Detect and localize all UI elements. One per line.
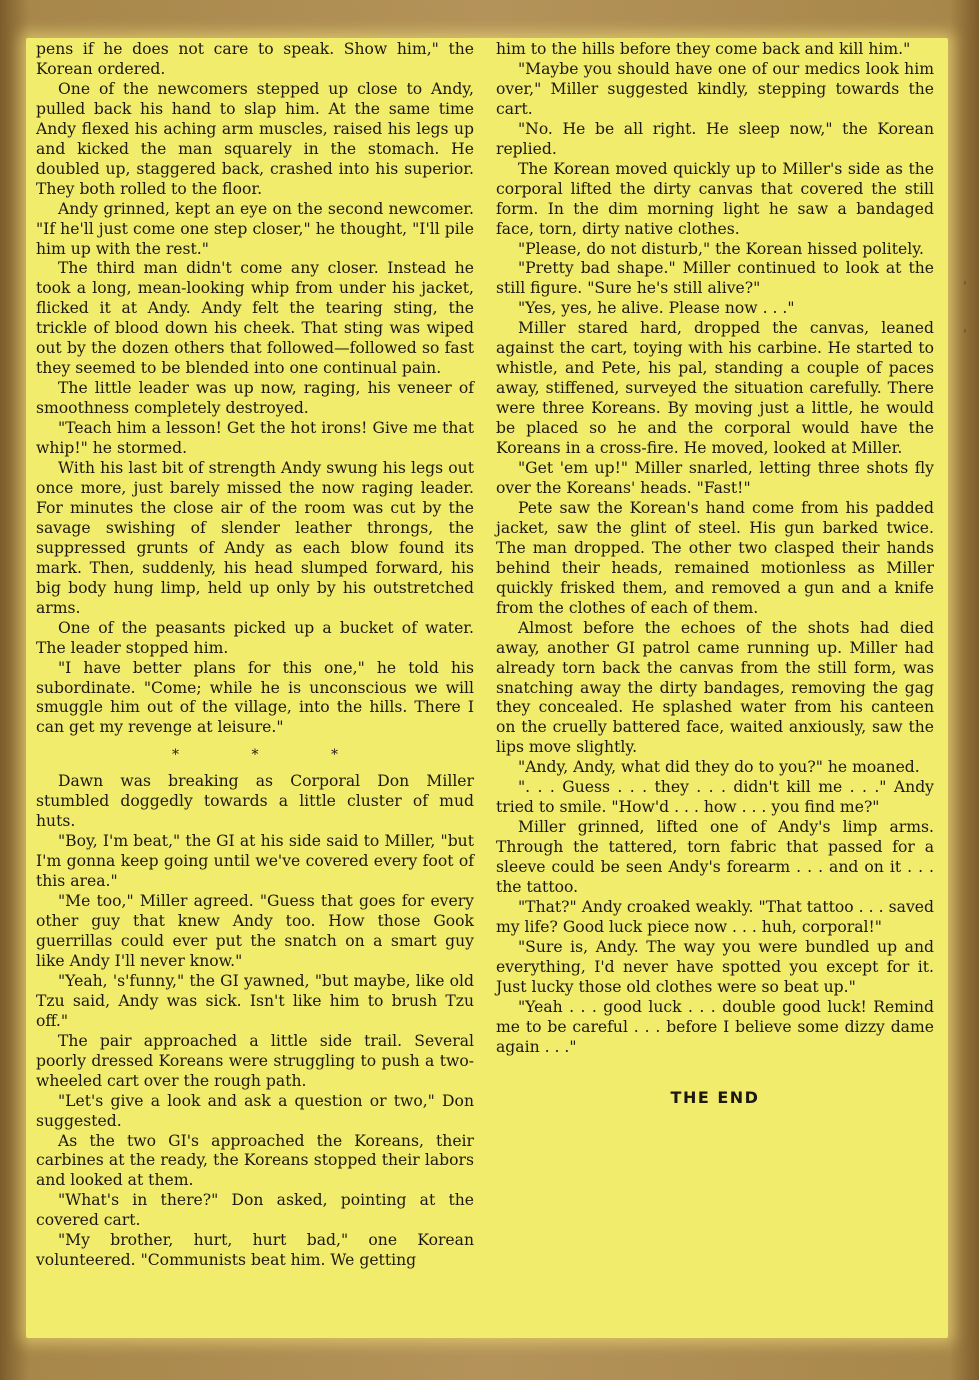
story-paragraph: "My brother, hurt, hurt bad," one Korean volunteered. "Communists beat him. We getting <box>36 1231 474 1270</box>
story-paragraph: ". . . Guess . . . they . . . didn't kill me . . ." Andy tried to smile. "How'd . . . how . . . you find me?" <box>496 778 934 817</box>
margin-tick-mark: ˈ <box>963 280 967 296</box>
story-paragraph: "Yeah . . . good luck . . . double good luck! Remind me to be careful . . . before I believe some dizzy dame again . . ." <box>496 997 934 1056</box>
story-paragraph: With his last bit of strength Andy swung his legs out once more, just barely missed the now raging leader. For minutes the close air of the room was cut by the savage swishing of slender leather throngs, the suppressed grunts of Andy as each blow found its mark. Then, suddenly, his head slumped forward, his big body hung limp, held up only by his outstretched arms. <box>36 459 474 617</box>
story-paragraph: One of the peasants picked up a bucket of water. The leader stopped him. <box>36 618 474 657</box>
margin-tick-mark: ˈ <box>963 328 967 344</box>
story-paragraph: As the two GI's approached the Koreans, their carbines at the ready, the Koreans stopped their labors and looked at them. <box>36 1131 474 1190</box>
story-paragraph: "Andy, Andy, what did they do to you?" he moaned. <box>518 758 920 777</box>
story-paragraph: him to the hills before they come back and kill him." <box>496 40 911 58</box>
story-paragraph: "What's in there?" Don asked, pointing at the covered cart. <box>36 1191 474 1230</box>
story-paragraph: "Maybe you should have one of our medics look him over," Miller suggested kindly, stepping towards the cart. <box>496 59 934 118</box>
story-paragraph: "Get 'em up!" Miller snarled, letting three shots fly over the Koreans' heads. "Fast!" <box>496 459 934 497</box>
story-paragraph: "Yeah, 's'funny," the GI yawned, "but maybe, like old Tzu said, Andy was sick. Isn't like him to brush Tzu off." <box>36 971 474 1030</box>
story-paragraph: "Sure is, Andy. The way you were bundled up and everything, I'd never have spotted you except for it. Just lucky those old clothes were so beat up." <box>496 937 934 996</box>
story-paragraph: "No. He be all right. He sleep now," the Korean replied. <box>496 119 934 158</box>
story-paragraph: "Me too," Miller agreed. "Guess that goes for every other guy that knew Andy too. How those Gook guerrillas could ever put the snatch on a smart guy like Andy I'll never know." <box>36 892 474 970</box>
story-paragraph: Andy grinned, kept an eye on the second newcomer. "If he'll just come one step closer," he thought, "I'll pile him up with the rest." <box>36 199 474 258</box>
section-break: * * * <box>172 747 372 764</box>
story-paragraph: Almost before the echoes of the shots had died away, another GI patrol came running up. Miller had already torn back the canvas from the still form, was snatching away the dirty bandages, removing the gag they concealed. He splashed water from his canteen on the cruelly battered face, waited anxiously, saw the lips move slightly. <box>496 618 934 757</box>
story-paragraph: The third man didn't come any closer. Instead he took a long, mean-looking whip from under his jacket, flicked it at Andy. Andy felt the tearing sting, the trickle of blood down his cheek. That sting was wiped out by the dozen others that followed—followed so fast they seemed to be blended into one continual pain. <box>36 259 474 378</box>
story-paragraph: Pete saw the Korean's hand come from his padded jacket, saw the glint of steel. His gun barked twice. The man dropped. The other two clasped their hands behind their heads, remained motionless as Miller quickly frisked them, and removed a gun and a knife from the clothes of each of them. <box>496 498 934 617</box>
story-paragraph: The pair approached a little side trail. Several poorly dressed Koreans were struggling to push a two-wheeled cart over the rough path. <box>36 1031 474 1090</box>
story-paragraph: The Korean moved quickly up to Miller's side as the corporal lifted the dirty canvas that covered the still form. In the dim morning light he saw a bandaged face, torn, dirty native clothes. <box>496 159 934 238</box>
story-paragraph: "Teach him a lesson! Get the hot irons! Give me that whip!" he stormed. <box>36 419 474 458</box>
story-paragraph: Miller stared hard, dropped the canvas, leaned against the cart, toying with his carbine. He started to whistle, and Pete, his pal, standing a couple of paces away, stiffened, surveyed the situation carefully. There were three Koreans. By moving just a little, he would be placed so he and the corporal would have the Koreans in a cross-fire. He moved, looked at Miller. <box>496 319 934 458</box>
story-paragraph: Miller grinned, lifted one of Andy's limp arms. Through the tattered, torn fabric that passed for a sleeve could be seen Andy's forearm . . . and on it . . . the tattoo. <box>496 818 934 897</box>
right-text-column <box>496 40 934 1108</box>
story-paragraph: pens if he does not care to speak. Show him," the Korean ordered. <box>36 40 474 78</box>
story-paragraph: "Yes, yes, he alive. Please now . . ." <box>518 299 795 318</box>
story-paragraph: "I have better plans for this one," he told his subordinate. "Come; while he is unconscious we will smuggle him out of the village, into the hills. There I can get my revenge at leisure." <box>36 658 474 737</box>
the-end-heading: THE END <box>670 1087 760 1107</box>
story-paragraph: "Please, do not disturb," the Korean hissed politely. <box>518 239 924 258</box>
story-paragraph: "Let's give a look and ask a question or two," Don suggested. <box>36 1091 474 1130</box>
story-paragraph: The little leader was up now, raging, his veneer of smoothness completely destroyed. <box>36 379 474 418</box>
left-text-column <box>36 40 474 1271</box>
story-paragraph: "Pretty bad shape." Miller continued to look at the still figure. "Sure he's still alive?" <box>496 259 934 298</box>
story-paragraph: "Boy, I'm beat," the GI at his side said to Miller, "but I'm gonna keep going until we've covered every foot of this area." <box>36 832 474 891</box>
story-paragraph: One of the newcomers stepped up close to Andy, pulled back his hand to slap him. At the same time Andy flexed his aching arm muscles, raised his legs up and kicked the man squarely in the stomach. He doubled up, staggered back, crashed into his superior. They both rolled to the floor. <box>36 79 474 198</box>
story-paragraph: Dawn was breaking as Corporal Don Miller stumbled doggedly towards a little cluster of mud huts. <box>36 772 474 831</box>
story-paragraph: "That?" Andy croaked weakly. "That tattoo . . . saved my life? Good luck piece now . . . huh, corporal!" <box>496 897 934 936</box>
